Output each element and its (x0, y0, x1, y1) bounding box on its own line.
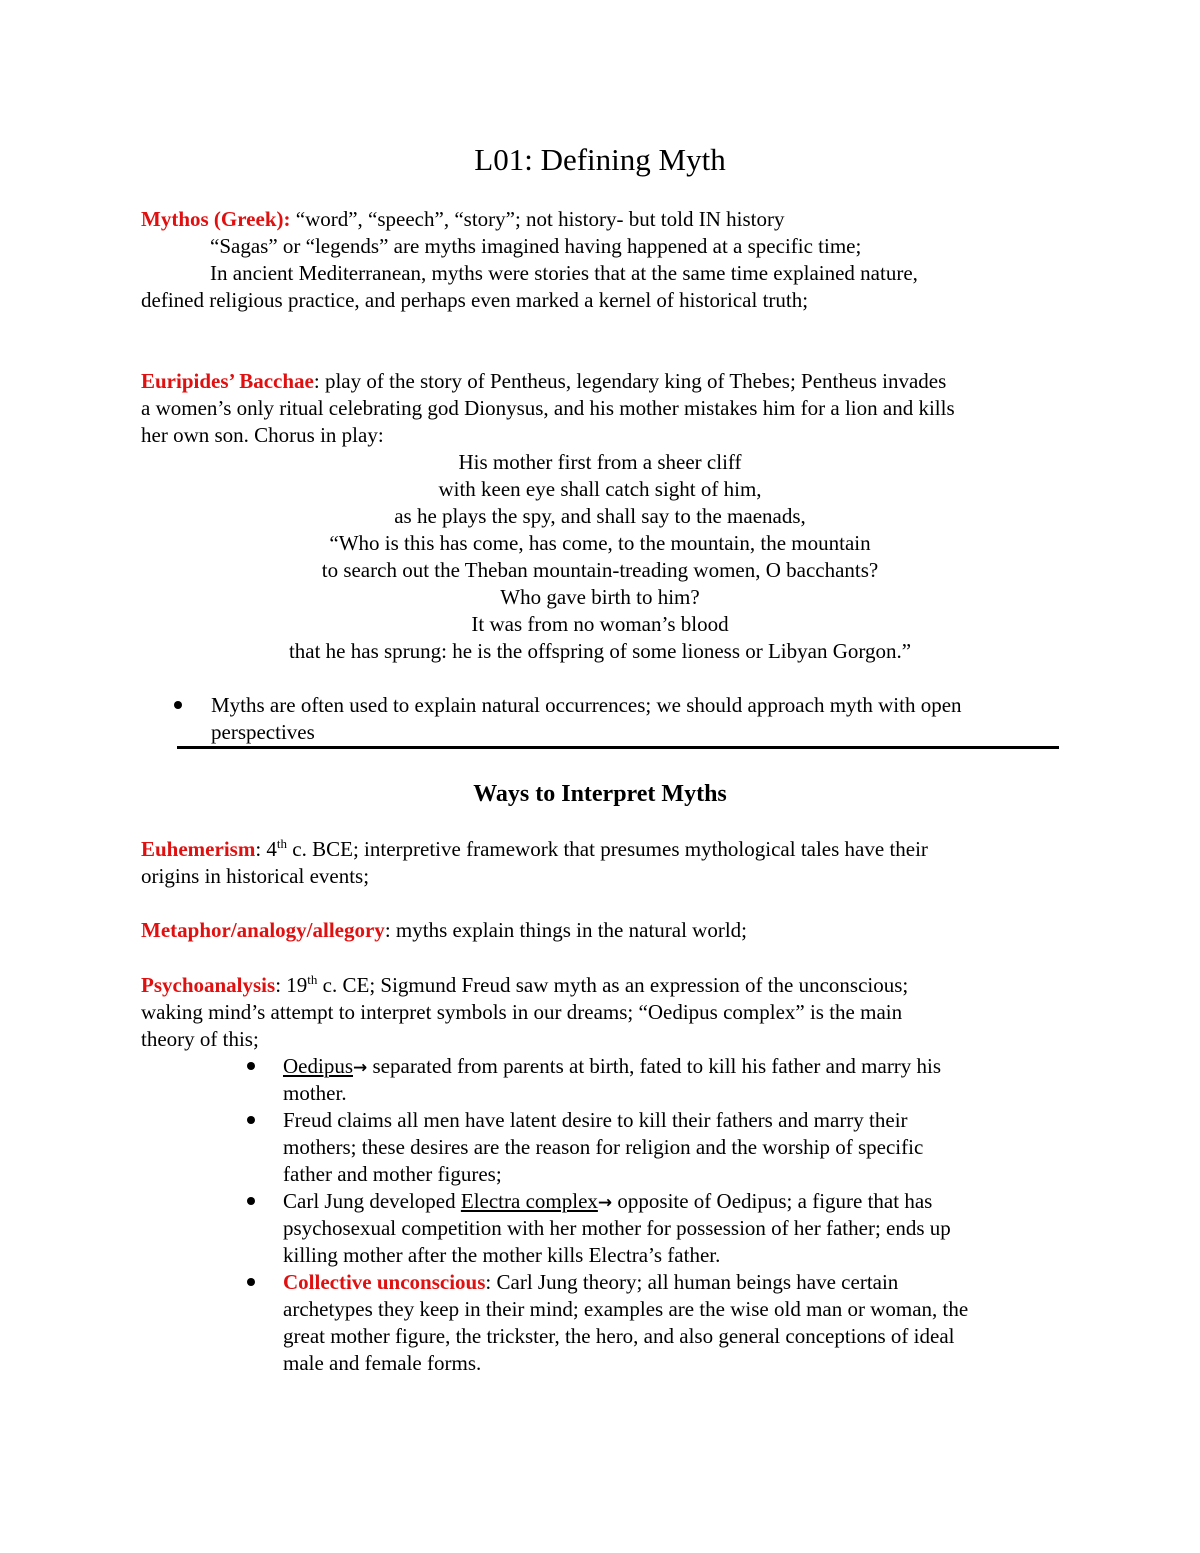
euhemerism-century: : 4 (255, 837, 277, 861)
bullet-icon (247, 1197, 255, 1205)
jung-line2: psychosexual competition with her mother for possession of her father; ends up (283, 1216, 951, 1240)
mythos-definition-text: “word”, “speech”, “story”; not history- but told IN history (290, 207, 785, 231)
jung-post: opposite of Oedipus; a figure that has (612, 1189, 933, 1213)
jung-pre: Carl Jung developed (283, 1189, 461, 1213)
bacchae-term: Euripides’ Bacchae (141, 369, 314, 393)
jung-line1 (283, 1188, 932, 1217)
arrow-right-icon: → (597, 1193, 613, 1213)
mythos-ancient-line2: defined religious practice, and perhaps even marked a kernel of historical truth; (141, 288, 809, 312)
section-heading: Ways to Interpret Myths (473, 781, 727, 807)
collective-line2: archetypes they keep in their mind; examples are the wise old man or woman, the (283, 1297, 969, 1321)
poem-line: as he plays the spy, and shall say to the maenads, (394, 504, 806, 528)
psycho-text: c. CE; Sigmund Freud saw myth as an expression of the unconscious; (317, 973, 909, 997)
poem-line: His mother first from a sheer cliff (458, 450, 742, 474)
collective-term: Collective unconscious (283, 1270, 486, 1294)
myths-bullet-line2: perspectives (211, 720, 315, 744)
euhemerism-line1 (141, 836, 928, 863)
bacchae-line1 (141, 368, 946, 395)
euhemerism-term: Euhemerism (141, 837, 256, 861)
euhemerism-text: c. BCE; interpretive framework that presumes mythological tales have their (287, 837, 928, 861)
metaphor-line (141, 917, 747, 944)
oedipus-line2: mother. (283, 1081, 347, 1105)
freud-line3: father and mother figures; (283, 1162, 502, 1186)
psycho-term: Psychoanalysis (141, 973, 276, 997)
collective-line1 (283, 1269, 898, 1296)
bullet-icon (247, 1116, 255, 1124)
psycho-sup: th (307, 972, 318, 987)
bacchae-line1-text: : play of the story of Pentheus, legendary king of Thebes; Pentheus invades (313, 369, 947, 393)
mythos-term: Mythos (Greek): (141, 207, 291, 231)
metaphor-text: : myths explain things in the natural world; (384, 918, 748, 942)
myths-bullet-line1: Myths are often used to explain natural occurrences; we should approach myth with open (211, 693, 962, 717)
bacchae-line2: a women’s only ritual celebrating god Dionysus, and his mother mistakes him for a lion and kills (141, 396, 955, 420)
freud-line2: mothers; these desires are the reason for religion and the worship of specific (283, 1135, 924, 1159)
oedipus-text: separated from parents at birth, fated to kill his father and marry his (367, 1054, 942, 1078)
mythos-ancient-line1: In ancient Mediterranean, myths were stories that at the same time explained nature, (210, 261, 918, 285)
poem-line: to search out the Theban mountain-treading women, O bacchants? (321, 558, 879, 582)
page-title: L01: Defining Myth (474, 142, 726, 177)
poem-line: “Who is this has come, has come, to the mountain, the mountain (329, 531, 871, 555)
oedipus-term: Oedipus (283, 1054, 353, 1078)
freud-line1: Freud claims all men have latent desire to kill their fathers and marry their (283, 1108, 908, 1132)
bacchae-line3: her own son. Chorus in play: (141, 423, 384, 447)
collective-text: : Carl Jung theory; all human beings have certain (485, 1270, 899, 1294)
electra-term: Electra complex (460, 1189, 598, 1213)
psycho-line3: theory of this; (141, 1027, 259, 1051)
collective-line3: great mother figure, the trickster, the hero, and also general conceptions of ideal (283, 1324, 955, 1348)
poem-line: It was from no woman’s blood (471, 612, 729, 636)
oedipus-line1 (283, 1053, 941, 1082)
bullet-icon (247, 1278, 255, 1286)
euhemerism-line2: origins in historical events; (141, 864, 370, 888)
mythos-sagas: “Sagas” or “legends” are myths imagined having happened at a specific time; (210, 234, 862, 258)
mythos-definition (141, 206, 784, 233)
psycho-line1 (141, 972, 908, 999)
poem-line: that he has sprung: he is the offspring of some lioness or Libyan Gorgon.” (288, 639, 912, 663)
psycho-century: : 19 (275, 973, 308, 997)
poem-line: with keen eye shall catch sight of him, (438, 477, 762, 501)
collective-line4: male and female forms. (283, 1351, 482, 1375)
bullet-icon (247, 1062, 255, 1070)
metaphor-term: Metaphor/analogy/allegory (141, 918, 385, 942)
euhemerism-sup: th (276, 836, 288, 851)
jung-line3: killing mother after the mother kills Electra’s father. (283, 1243, 721, 1267)
section-divider (177, 746, 1059, 749)
psycho-line2: waking mind’s attempt to interpret symbols in our dreams; “Oedipus complex” is the main (141, 1000, 903, 1024)
poem-line: Who gave birth to him? (500, 585, 700, 609)
bullet-icon (174, 701, 182, 709)
arrow-right-icon: → (353, 1058, 368, 1078)
